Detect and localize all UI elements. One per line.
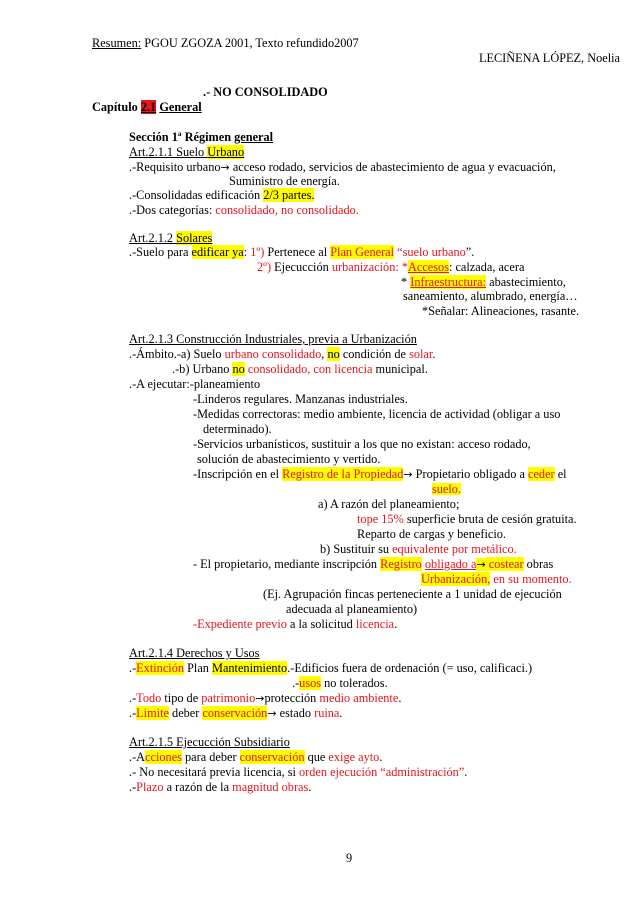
art-212-line: saneamiento, alumbrado, energía… [403, 289, 578, 303]
art-211-line: Suministro de energía. [229, 174, 340, 188]
author-name: LECIÑENA LÓPEZ, Noelia [478, 51, 620, 65]
art-211-title: Art.2.1.1 Suelo Urbano [129, 145, 245, 159]
art-213-line: tope 15% superficie bruta de cesión gratuita. [357, 512, 577, 526]
art-213-line: b) Sustituir su equivalente por metálico. [320, 542, 517, 556]
art-213-line: Urbanización, en su momento. [421, 572, 572, 586]
art-213-line: -Medidas correctoras: medio ambiente, licencia de actividad (obligar a uso [193, 407, 561, 421]
heading: .- NO CONSOLIDADO [203, 85, 328, 99]
art-212-line: .-Suelo para edificar ya: 1º) Pertenece al Plan General “suelo urbano”. [129, 245, 475, 259]
page-number: 9 [346, 851, 353, 865]
art-213-title: Art.2.1.3 Construcción Industriales, previa a Urbanización [129, 332, 417, 346]
art-213-line: .-A ejecutar:-planeamiento [129, 377, 261, 391]
chapter-title: Capítulo 2.1 General [92, 100, 202, 114]
art-215-line: .-Plazo a razón de la magnitud obras. [129, 780, 312, 794]
art-213-line: -Servicios urbanísticos, sustituir a los que no existan: acceso rodado, [193, 437, 531, 451]
summary-label: Resumen: [92, 36, 142, 50]
art-211-line: .-Consolidadas edificación 2/3 partes. [129, 188, 315, 202]
art-214-line: .-Extinción Plan Mantenimiento.-Edificios fuera de ordenación (= uso, calificaci.) [129, 661, 533, 675]
art-214-line: .-Todo tipo de patrimonio→protección medio ambiente. [129, 691, 402, 705]
art-213-line: determinado). [203, 422, 272, 436]
art-213-line: adecuada al planeamiento) [286, 602, 418, 616]
art-212-line: *Señalar: Alineaciones, rasante. [422, 304, 580, 318]
art-212-title: Art.2.1.2 Solares [129, 231, 213, 245]
art-212-line: 2º) Ejecucción urbanización: *Accesos: calzada, acera [257, 260, 525, 274]
art-211-line: .-Dos categorías: consolidado, no consolidado. [129, 203, 359, 217]
document-header [92, 37, 359, 49]
art-215-line: .-Acciones para deber conservación que exige ayto. [129, 750, 383, 764]
art-213-line: solución de abastecimiento y vertido. [197, 452, 381, 466]
art-215-title: Art.2.1.5 Ejecucción Subsidiario [129, 735, 290, 749]
art-213-line: .-Ámbito.-a) Suelo urbano consolidado, no condición de solar. [129, 347, 436, 361]
art-213-line: .-b) Urbano no consolidado, con licencia municipal. [172, 362, 428, 376]
art-213-line: a) A razón del planeamiento; [318, 497, 460, 511]
art-212-line: * Infraestructura: abastecimiento, [401, 275, 566, 289]
art-213-line: (Ej. Agrupación fincas perteneciente a 1 unidad de ejecución [263, 587, 562, 601]
art-214-title: Art.2.1.4 Derechos y Usos [129, 646, 260, 660]
section-title: Sección 1ª Régimen general [129, 130, 274, 144]
arrow-icon: → [476, 558, 486, 571]
arrow-icon: → [403, 468, 413, 481]
art-213-line: -Linderos regulares. Manzanas industriales. [193, 392, 408, 406]
summary-text: PGOU ZGOZA 2001, Texto refundido2007 [144, 36, 359, 50]
chapter-number: 2.1 [140, 100, 157, 114]
art-213-line: -Expediente previo a la solicitud licencia. [193, 617, 398, 631]
art-211-line: .-Requisito urbano→ acceso rodado, servicios de abastecimiento de agua y evacuación, [129, 160, 556, 174]
art-213-line: - El propietario, mediante inscripción Registro obligado a→ costear obras [193, 557, 554, 571]
arrow-icon: → [255, 692, 265, 705]
art-213-line: -Inscripción en el Registro de la Propiedad→ Propietario obligado a ceder el [193, 467, 567, 481]
art-213-line: suelo. [432, 482, 462, 496]
art-214-line: .-Limite deber conservación→ estado ruina. [129, 706, 343, 720]
arrow-icon: → [267, 707, 277, 720]
art-215-line: .- No necesitará previa licencia, si orden ejecución “administración”. [129, 765, 468, 779]
arrow-icon: → [220, 161, 230, 174]
art-214-line: .-usos no tolerados. [292, 676, 388, 690]
art-213-line: Reparto de cargas y beneficio. [357, 527, 506, 541]
